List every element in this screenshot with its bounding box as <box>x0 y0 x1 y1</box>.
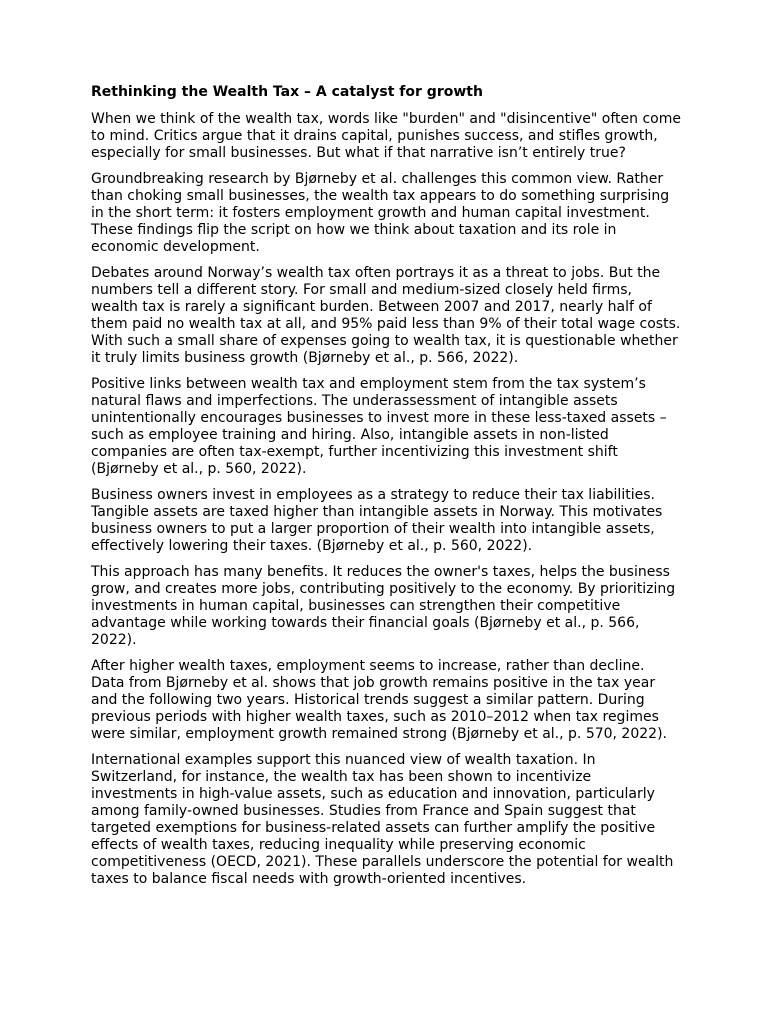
paragraph-business-owners: Business owners invest in employees as a strategy to reduce their tax liabilities. Tangible assets are taxed higher than intangible assets in Norway. This motivates business owners to put a larger proportion of their wealth into intangible assets, effectively lowering their taxes. (Bjørneby et al., p. 560, 2022). <box>91 487 663 554</box>
paragraph-employment: After higher wealth taxes, employment seems to increase, rather than decline. Data from Bjørneby et al. shows that job growth remains positive in the tax year and the following two years. Historical trends suggest a similar pattern. During previous periods with higher wealth taxes, such as 2010–2012 when tax regimes were similar, employment growth remained strong (Bjørneby et al., p. 570, 2022). <box>91 658 667 742</box>
paragraph-norway-debate: Debates around Norway’s wealth tax often portrays it as a threat to jobs. But the numbers tell a different story. For small and medium-sized closely held firms, wealth tax is rarely a significant burden. Between 2007 and 2017, nearly half of them paid no wealth tax at all, and 95% paid less than 9% of their total wage costs. With such a small share of expenses going to wealth tax, it is questionable whether it truly limits business growth (Bjørneby et al., p. 566, 2022). <box>91 265 681 366</box>
paragraph-positive-links: Positive links between wealth tax and employment stem from the tax system’s natural flaws and imperfections. The underassessment of intangible assets unintentionally encourages businesses to invest more in these less-taxed assets – such as employee training and hiring. Also, intangible assets in non-listed companies are often tax-exempt, further incentivizing this investment shift (Bjørneby et al., p. 560, 2022). <box>91 376 667 477</box>
paragraph-benefits: This approach has many benefits. It reduces the owner's taxes, helps the business grow, and creates more jobs, contributing positively to the economy. By prioritizing investments in human capital, businesses can strengthen their competitive advantage while working towards their financial goals (Bjørneby et al., p. 566, 2022). <box>91 564 676 648</box>
paragraph-research: Groundbreaking research by Bjørneby et al. challenges this common view. Rather than choking small businesses, the wealth tax appears to do something surprising in the short term: it fosters employment growth and human capital investment. These findings flip the script on how we think about taxation and its role in economic development. <box>91 171 670 255</box>
document-title: Rethinking the Wealth Tax – A catalyst for growth <box>91 84 483 100</box>
paragraph-international: International examples support this nuanced view of wealth taxation. In Switzerland, for instance, the wealth tax has been shown to incentivize investments in high-value assets, such as education and innovation, particularly among family-owned businesses. Studies from France and Spain suggest that targeted exemptions for business-related assets can further amplify the positive effects of wealth taxes, reducing inequality while preserving economic competitiveness (OECD, 2021). These parallels underscore the potential for wealth taxes to balance fiscal needs with growth-oriented incentives. <box>91 752 674 887</box>
document-body <box>91 84 681 897</box>
paragraph-intro: When we think of the wealth tax, words like "burden" and "disincentive" often come to mind. Critics argue that it drains capital, punishes success, and stifles growth, especially for small businesses. But what if that narrative isn’t entirely true? <box>91 111 681 161</box>
